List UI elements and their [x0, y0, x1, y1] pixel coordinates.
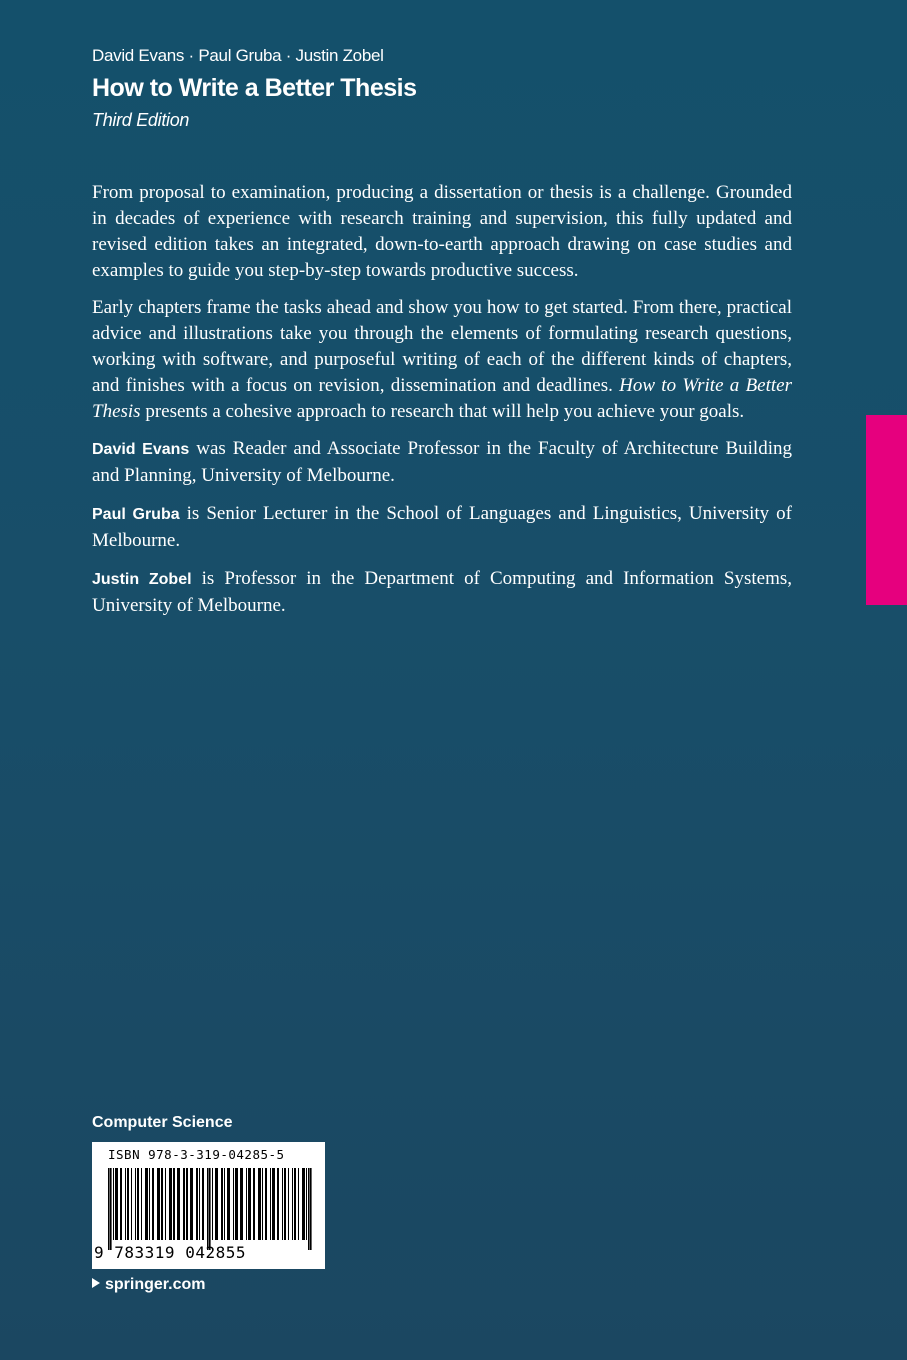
barcode-bar [306, 1168, 307, 1240]
barcode-bar [161, 1168, 163, 1240]
barcode-bar [233, 1168, 234, 1240]
barcode-bar [152, 1168, 154, 1240]
barcode-guard-bar [209, 1168, 211, 1250]
authors-line: David Evans · Paul Gruba · Justin Zobel [92, 46, 384, 65]
barcode-bar [145, 1168, 148, 1240]
barcode-bar [173, 1168, 175, 1240]
barcode-bar [212, 1168, 213, 1240]
barcode-bar [298, 1168, 299, 1240]
barcode-bar [221, 1168, 223, 1240]
barcode-bar [294, 1168, 296, 1240]
barcode-bar [115, 1168, 118, 1240]
barcode-bar [135, 1168, 136, 1240]
barcode-bar [186, 1168, 188, 1240]
barcode-bar [157, 1168, 160, 1240]
barcode-bar [246, 1168, 247, 1240]
barcode-bar [277, 1168, 279, 1240]
barcode-bar [288, 1168, 289, 1240]
author-bio-evans: David Evans was Reader and Associate Professor in the Faculty of Architecture Building and Planning, University of Melbourne. [92, 438, 792, 486]
barcode-bar [127, 1168, 129, 1240]
isbn-label: ISBN 978-3-319-04285-5 [108, 1147, 285, 1162]
barcode-bar [113, 1168, 114, 1240]
book-title: How to Write a Better Thesis [92, 74, 417, 102]
isbn-barcode [92, 1142, 325, 1269]
barcode-bar [235, 1168, 238, 1240]
barcode-bar [248, 1168, 251, 1240]
author-name: Justin Zobel [92, 571, 192, 588]
barcode-bar [262, 1168, 263, 1240]
author-bio-gruba: Paul Gruba is Senior Lecturer in the School of Languages and Linguistics, University of Melbourne. [92, 503, 792, 551]
barcode-bar [169, 1168, 172, 1240]
barcode-bar [292, 1168, 293, 1240]
barcode-bar [149, 1168, 150, 1240]
barcode-guard-bar [110, 1168, 112, 1250]
barcode-guard-bar [108, 1168, 110, 1250]
barcode-bar [240, 1168, 243, 1240]
barcode-bar [141, 1168, 142, 1240]
barcode-bar [190, 1168, 193, 1240]
barcode-bar [227, 1168, 230, 1240]
pink-spine-tab [866, 415, 907, 605]
barcode-bar [137, 1168, 139, 1240]
barcode-bar [215, 1168, 218, 1240]
barcode-guard-bar [310, 1168, 312, 1250]
barcode-bar [253, 1168, 255, 1240]
barcode-bar [125, 1168, 126, 1240]
barcode-bar [177, 1168, 180, 1240]
arrow-icon [92, 1278, 100, 1288]
subject-category: Computer Science [92, 1114, 233, 1131]
barcode-guard-bar [207, 1168, 209, 1250]
barcode-bar [196, 1168, 198, 1240]
barcode-bar [270, 1168, 271, 1240]
author-name: David Evans [92, 441, 190, 458]
barcode-bar [265, 1168, 267, 1240]
barcode-bar [258, 1168, 261, 1240]
barcode-bar [224, 1168, 225, 1240]
barcode-guard-bar [308, 1168, 310, 1250]
barcode-bar [282, 1168, 283, 1240]
edition-label: Third Edition [92, 110, 190, 130]
title-reference: How to Write a Better Thesis [92, 375, 792, 422]
barcode-bar [284, 1168, 286, 1240]
barcode-bar [272, 1168, 275, 1240]
barcode-bar [120, 1168, 122, 1240]
publisher-website[interactable]: springer.com [92, 1276, 205, 1294]
blurb-paragraph-2: Early chapters frame the tasks ahead and show you how to get started. From there, practical advice and illustrations take you through the elements of formulating research questions, working with software, and purposeful writing of each of the different kinds of chapters, and finishes with a focus on revision, dissemination and deadlines. How to Write a Better Thesis presents a cohesive approach to research that will help you achieve your goals. [92, 297, 792, 422]
author-name: Paul Gruba [92, 506, 180, 523]
barcode-bar [202, 1168, 204, 1240]
barcode-bar [199, 1168, 200, 1240]
blurb-paragraph-1: From proposal to examination, producing a dissertation or thesis is a challenge. Grounded in decades of experience with research training and supervision, this fully updated and revised edition takes an integrated, down-to-earth approach drawing on case studies and examples to guide you step-by-step towards productive success. [92, 182, 792, 281]
blurb [92, 180, 792, 631]
barcode-bar [302, 1168, 305, 1240]
barcode-bar [183, 1168, 185, 1240]
author-bio-zobel: Justin Zobel is Professor in the Department of Computing and Information Systems, University of Melbourne. [92, 568, 793, 616]
barcode-bar [165, 1168, 166, 1240]
ean-digits: 9 783319 042855 [94, 1243, 246, 1262]
barcode-bar [131, 1168, 132, 1240]
